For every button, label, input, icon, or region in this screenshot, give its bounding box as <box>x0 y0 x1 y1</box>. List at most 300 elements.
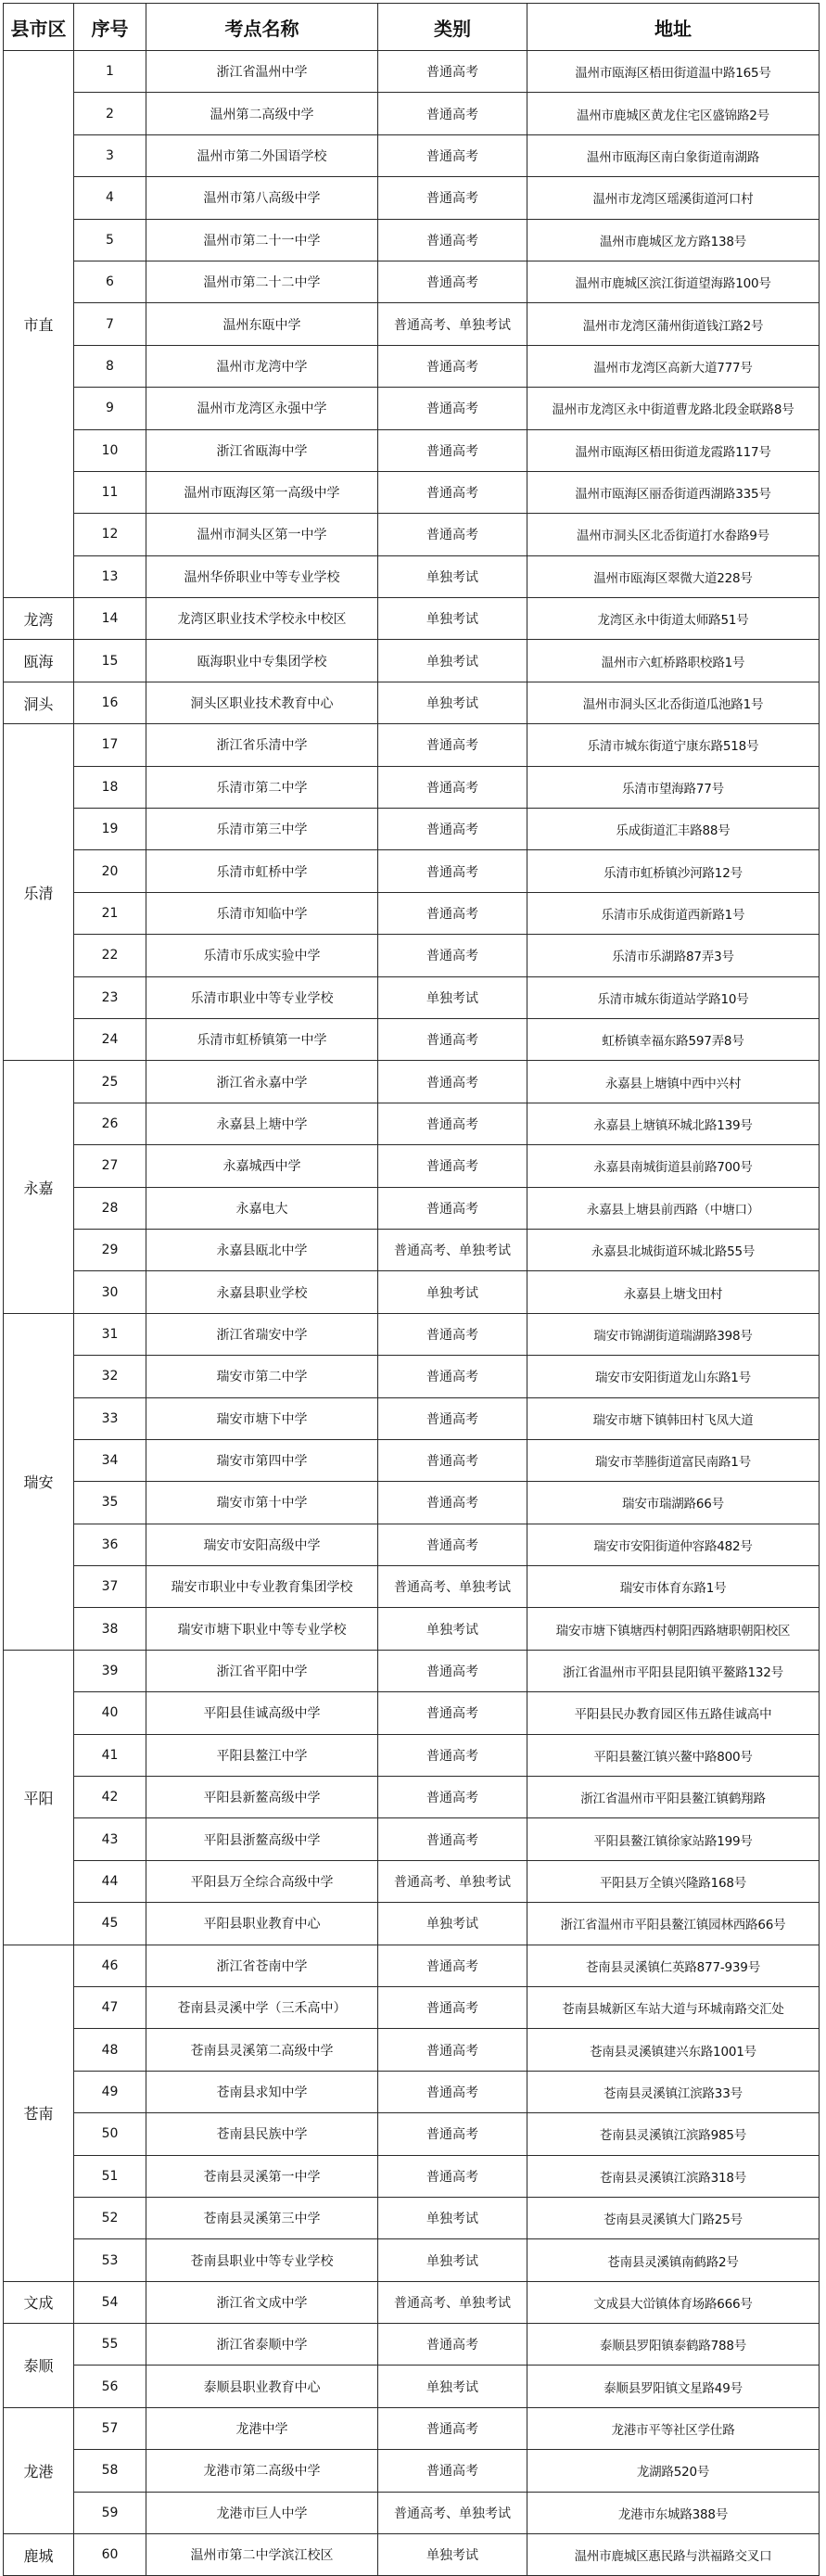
site-name-cell: 乐清市知临中学 <box>146 892 378 934</box>
site-name-cell: 乐清市虹桥镇第一中学 <box>146 1018 378 1060</box>
number-cell: 30 <box>74 1271 146 1313</box>
table-row <box>4 261 820 302</box>
address-cell: 泰顺县罗阳镇泰鹤路788号 <box>527 2324 820 2366</box>
site-name-cell: 温州华侨职业中等专业学校 <box>146 555 378 597</box>
site-name-cell: 平阳县职业教育中心 <box>146 1903 378 1945</box>
table-row <box>4 1439 820 1481</box>
category-cell: 普通高考 <box>378 2071 527 2112</box>
address-cell: 瑞安市莘塍街道富民南路1号 <box>527 1439 820 1481</box>
category-cell: 普通高考 <box>378 345 527 387</box>
category-cell: 普通高考 <box>378 1439 527 1481</box>
site-name-cell: 浙江省瓯海中学 <box>146 429 378 471</box>
table-row <box>4 682 820 723</box>
category-cell: 普通高考 <box>378 51 527 93</box>
site-name-cell: 平阳县万全综合高级中学 <box>146 1860 378 1902</box>
table-row <box>4 1229 820 1270</box>
category-cell: 单独考试 <box>378 2239 527 2281</box>
address-cell: 温州市瓯海区梧田街道龙霞路117号 <box>527 429 820 471</box>
category-cell: 普通高考 <box>378 1734 527 1776</box>
category-cell: 普通高考、单独考试 <box>378 1860 527 1902</box>
site-name-cell: 浙江省永嘉中学 <box>146 1061 378 1103</box>
table-row <box>4 2029 820 2071</box>
address-cell: 瑞安市塘下镇韩田村飞凤大道 <box>527 1397 820 1439</box>
table-row <box>4 2239 820 2281</box>
category-cell: 普通高考 <box>378 809 527 850</box>
number-cell: 57 <box>74 2407 146 2449</box>
table-row <box>4 1566 820 1608</box>
category-cell: 普通高考 <box>378 2407 527 2449</box>
number-cell: 8 <box>74 345 146 387</box>
category-cell: 普通高考 <box>378 850 527 892</box>
category-cell: 普通高考 <box>378 1313 527 1355</box>
county-cell: 泰顺 <box>4 2324 74 2408</box>
address-cell: 龙港市东城路388号 <box>527 2492 820 2533</box>
site-name-cell: 瓯海职业中专集团学校 <box>146 640 378 682</box>
table-row <box>4 1734 820 1776</box>
table-row <box>4 2155 820 2197</box>
category-cell: 单独考试 <box>378 682 527 723</box>
category-cell: 普通高考、单独考试 <box>378 2492 527 2533</box>
county-cell: 苍南 <box>4 1945 74 2281</box>
address-cell: 苍南县灵溪镇江滨路318号 <box>527 2155 820 2197</box>
number-cell: 19 <box>74 809 146 850</box>
address-cell: 瑞安市瑞湖路66号 <box>527 1482 820 1524</box>
category-cell: 单独考试 <box>378 1271 527 1313</box>
table-row <box>4 2197 820 2238</box>
table-row <box>4 724 820 766</box>
site-name-cell: 永嘉城西中学 <box>146 1145 378 1187</box>
table-row <box>4 1397 820 1439</box>
address-cell: 平阳县万全镇兴隆路168号 <box>527 1860 820 1902</box>
site-name-cell: 温州市龙湾中学 <box>146 345 378 387</box>
category-cell: 普通高考 <box>378 1650 527 1691</box>
number-cell: 49 <box>74 2071 146 2112</box>
category-cell: 普通高考、单独考试 <box>378 1566 527 1608</box>
site-name-cell: 浙江省苍南中学 <box>146 1945 378 1986</box>
site-name-cell: 瑞安市塘下职业中等专业学校 <box>146 1608 378 1650</box>
number-cell: 25 <box>74 1061 146 1103</box>
site-name-cell: 永嘉县上塘中学 <box>146 1103 378 1144</box>
site-name-cell: 苍南县灵溪第一中学 <box>146 2155 378 2197</box>
site-name-cell: 苍南县灵溪第三中学 <box>146 2197 378 2238</box>
site-name-cell: 乐清市职业中等专业学校 <box>146 976 378 1018</box>
address-cell: 温州市洞头区北岙街道打水畚路9号 <box>527 514 820 555</box>
address-cell: 平阳县鳌江镇兴鳌中路800号 <box>527 1734 820 1776</box>
site-name-cell: 永嘉县职业学校 <box>146 1271 378 1313</box>
site-name-cell: 温州市第二中学滨江校区 <box>146 2534 378 2576</box>
address-cell: 温州市鹿城区惠民路与洪福路交叉口 <box>527 2534 820 2576</box>
table-row <box>4 514 820 555</box>
address-cell: 龙湾区永中街道太师路51号 <box>527 598 820 640</box>
number-cell: 34 <box>74 1439 146 1481</box>
category-cell: 普通高考 <box>378 1777 527 1818</box>
address-cell: 温州市龙湾区蒲州街道钱江路2号 <box>527 303 820 345</box>
site-name-cell: 温州市第二外国语学校 <box>146 134 378 176</box>
table-row <box>4 429 820 471</box>
county-cell: 瑞安 <box>4 1313 74 1650</box>
county-cell: 龙湾 <box>4 598 74 640</box>
number-cell: 60 <box>74 2534 146 2576</box>
number-cell: 56 <box>74 2366 146 2407</box>
table-row <box>4 809 820 850</box>
table-row <box>4 2071 820 2112</box>
number-cell: 44 <box>74 1860 146 1902</box>
address-cell: 温州市龙湾区瑶溪街道河口村 <box>527 177 820 219</box>
site-name-cell: 乐清市第三中学 <box>146 809 378 850</box>
site-name-cell: 瑞安市第四中学 <box>146 1439 378 1481</box>
address-cell: 乐清市望海路77号 <box>527 766 820 808</box>
number-cell: 46 <box>74 1945 146 1986</box>
category-cell: 普通高考 <box>378 2450 527 2492</box>
category-cell: 普通高考 <box>378 1818 527 1860</box>
number-cell: 6 <box>74 261 146 302</box>
site-name-cell: 浙江省文成中学 <box>146 2281 378 2323</box>
category-cell: 单独考试 <box>378 1903 527 1945</box>
table-row <box>4 1018 820 1060</box>
category-cell: 普通高考、单独考试 <box>378 1229 527 1270</box>
address-cell: 温州市瓯海区翠微大道228号 <box>527 555 820 597</box>
table-row <box>4 850 820 892</box>
county-cell: 鹿城 <box>4 2534 74 2576</box>
category-cell: 普通高考 <box>378 1692 527 1734</box>
table-row <box>4 892 820 934</box>
category-cell: 普通高考 <box>378 1397 527 1439</box>
table-row <box>4 1986 820 2028</box>
site-name-cell: 平阳县浙鳌高级中学 <box>146 1818 378 1860</box>
site-name-cell: 苍南县民族中学 <box>146 2113 378 2155</box>
address-cell: 永嘉县上塘镇环城北路139号 <box>527 1103 820 1144</box>
table-row <box>4 1356 820 1397</box>
category-cell: 普通高考 <box>378 177 527 219</box>
address-cell: 瑞安市塘下镇塘西村朝阳西路塘职朝阳校区 <box>527 1608 820 1650</box>
table-row <box>4 219 820 261</box>
number-cell: 55 <box>74 2324 146 2366</box>
address-cell: 浙江省温州市平阳县昆阳镇平鳌路132号 <box>527 1650 820 1691</box>
number-cell: 45 <box>74 1903 146 1945</box>
site-name-cell: 温州市瓯海区第一高级中学 <box>146 471 378 513</box>
number-cell: 26 <box>74 1103 146 1144</box>
number-cell: 20 <box>74 850 146 892</box>
site-name-cell: 瑞安市安阳高级中学 <box>146 1524 378 1565</box>
address-cell: 龙港市平等社区学仕路 <box>527 2407 820 2449</box>
site-name-cell: 龙港市第二高级中学 <box>146 2450 378 2492</box>
table-row <box>4 1187 820 1229</box>
category-cell: 普通高考 <box>378 2029 527 2071</box>
table-row <box>4 935 820 976</box>
number-cell: 1 <box>74 51 146 93</box>
address-cell: 苍南县灵溪镇建兴东路1001号 <box>527 2029 820 2071</box>
address-cell: 乐清市城东街道宁康东路518号 <box>527 724 820 766</box>
category-cell: 普通高考 <box>378 1356 527 1397</box>
header-row <box>4 4 820 51</box>
site-name-cell: 永嘉县瓯北中学 <box>146 1229 378 1270</box>
table-row <box>4 345 820 387</box>
site-name-cell: 浙江省温州中学 <box>146 51 378 93</box>
site-name-cell: 平阳县新鳌高级中学 <box>146 1777 378 1818</box>
address-cell: 温州市六虹桥路职校路1号 <box>527 640 820 682</box>
address-cell: 平阳县民办教育园区伟五路佳诚高中 <box>527 1692 820 1734</box>
category-cell: 普通高考、单独考试 <box>378 2281 527 2323</box>
number-cell: 22 <box>74 935 146 976</box>
site-name-cell: 温州市第二十二中学 <box>146 261 378 302</box>
address-cell: 泰顺县罗阳镇文星路49号 <box>527 2366 820 2407</box>
address-cell: 温州市鹿城区龙方路138号 <box>527 219 820 261</box>
site-name-cell: 泰顺县职业教育中心 <box>146 2366 378 2407</box>
table-row <box>4 134 820 176</box>
exam-site-table <box>3 3 820 2576</box>
address-cell: 苍南县灵溪镇仁英路877-939号 <box>527 1945 820 1986</box>
category-cell: 普通高考 <box>378 1482 527 1524</box>
number-cell: 37 <box>74 1566 146 1608</box>
number-cell: 14 <box>74 598 146 640</box>
address-cell: 温州市瓯海区梧田街道温中路165号 <box>527 51 820 93</box>
site-name-cell: 温州市龙湾区永强中学 <box>146 388 378 429</box>
category-cell: 单独考试 <box>378 598 527 640</box>
county-cell: 平阳 <box>4 1650 74 1945</box>
address-cell: 浙江省温州市平阳县鳌江镇鹤翔路 <box>527 1777 820 1818</box>
category-cell: 普通高考、单独考试 <box>378 303 527 345</box>
category-cell: 单独考试 <box>378 555 527 597</box>
category-cell: 普通高考 <box>378 2113 527 2155</box>
address-cell: 平阳县鳌江镇徐家站路199号 <box>527 1818 820 1860</box>
number-cell: 36 <box>74 1524 146 1565</box>
table-row <box>4 303 820 345</box>
exam-site-table-wrapper <box>3 3 820 2576</box>
table-row <box>4 2407 820 2449</box>
address-cell: 乐清市乐湖路87弄3号 <box>527 935 820 976</box>
number-cell: 11 <box>74 471 146 513</box>
site-name-cell: 龙港中学 <box>146 2407 378 2449</box>
table-row <box>4 1860 820 1902</box>
county-cell: 瓯海 <box>4 640 74 682</box>
address-cell: 温州市洞头区北岙街道瓜池路1号 <box>527 682 820 723</box>
number-cell: 3 <box>74 134 146 176</box>
number-cell: 52 <box>74 2197 146 2238</box>
table-row <box>4 2534 820 2576</box>
number-cell: 50 <box>74 2113 146 2155</box>
table-row <box>4 2450 820 2492</box>
number-cell: 23 <box>74 976 146 1018</box>
category-cell: 普通高考 <box>378 1018 527 1060</box>
number-cell: 27 <box>74 1145 146 1187</box>
address-cell: 永嘉县上塘县前西路（中塘口） <box>527 1187 820 1229</box>
table-row <box>4 1945 820 1986</box>
category-cell: 普通高考 <box>378 1103 527 1144</box>
category-cell: 普通高考 <box>378 1187 527 1229</box>
number-cell: 13 <box>74 555 146 597</box>
category-cell: 普通高考 <box>378 766 527 808</box>
category-cell: 普通高考 <box>378 1945 527 1986</box>
address-cell: 温州市鹿城区黄龙住宅区盛锦路2号 <box>527 93 820 134</box>
number-cell: 59 <box>74 2492 146 2533</box>
category-cell: 普通高考 <box>378 892 527 934</box>
site-name-cell: 瑞安市第二中学 <box>146 1356 378 1397</box>
table-row <box>4 555 820 597</box>
site-name-cell: 乐清市虹桥中学 <box>146 850 378 892</box>
category-cell: 普通高考 <box>378 1061 527 1103</box>
category-cell: 普通高考 <box>378 2324 527 2366</box>
number-cell: 18 <box>74 766 146 808</box>
number-cell: 10 <box>74 429 146 471</box>
address-cell: 文成县大峃镇体育场路666号 <box>527 2281 820 2323</box>
site-name-cell: 永嘉电大 <box>146 1187 378 1229</box>
number-cell: 40 <box>74 1692 146 1734</box>
table-row <box>4 1903 820 1945</box>
address-cell: 瑞安市安阳街道龙山东路1号 <box>527 1356 820 1397</box>
site-name-cell: 洞头区职业技术教育中心 <box>146 682 378 723</box>
category-cell: 单独考试 <box>378 2197 527 2238</box>
address-cell: 苍南县城新区车站大道与环城南路交汇处 <box>527 1986 820 2028</box>
site-name-cell: 龙湾区职业技术学校永中校区 <box>146 598 378 640</box>
table-row <box>4 2281 820 2323</box>
site-name-cell: 瑞安市职业中专业教育集团学校 <box>146 1566 378 1608</box>
address-cell: 乐清市城东街道站学路10号 <box>527 976 820 1018</box>
table-row <box>4 1145 820 1187</box>
table-row <box>4 2324 820 2366</box>
number-cell: 2 <box>74 93 146 134</box>
table-row <box>4 2113 820 2155</box>
site-name-cell: 瑞安市塘下中学 <box>146 1397 378 1439</box>
category-cell: 单独考试 <box>378 1608 527 1650</box>
category-cell: 普通高考 <box>378 219 527 261</box>
address-cell: 温州市鹿城区滨江街道望海路100号 <box>527 261 820 302</box>
table-row <box>4 598 820 640</box>
table-row <box>4 1271 820 1313</box>
category-cell: 普通高考 <box>378 2155 527 2197</box>
header-county: 县市区 <box>4 4 74 51</box>
number-cell: 54 <box>74 2281 146 2323</box>
county-cell: 永嘉 <box>4 1061 74 1313</box>
category-cell: 普通高考 <box>378 1986 527 2028</box>
address-cell: 苍南县灵溪镇南鹤路2号 <box>527 2239 820 2281</box>
site-name-cell: 苍南县灵溪中学（三禾高中） <box>146 1986 378 2028</box>
county-cell: 龙港 <box>4 2407 74 2533</box>
number-cell: 33 <box>74 1397 146 1439</box>
header-number: 序号 <box>74 4 146 51</box>
number-cell: 32 <box>74 1356 146 1397</box>
county-cell: 文成 <box>4 2281 74 2323</box>
address-cell: 乐清市乐成街道西新路1号 <box>527 892 820 934</box>
address-cell: 温州市瓯海区丽岙街道西湖路335号 <box>527 471 820 513</box>
number-cell: 47 <box>74 1986 146 2028</box>
site-name-cell: 乐清市第二中学 <box>146 766 378 808</box>
address-cell: 龙湖路520号 <box>527 2450 820 2492</box>
category-cell: 单独考试 <box>378 640 527 682</box>
address-cell: 瑞安市锦湖街道瑞湖路398号 <box>527 1313 820 1355</box>
site-name-cell: 温州市第八高级中学 <box>146 177 378 219</box>
table-row <box>4 1650 820 1691</box>
category-cell: 普通高考 <box>378 1524 527 1565</box>
category-cell: 普通高考 <box>378 514 527 555</box>
address-cell: 永嘉县上塘戈田村 <box>527 1271 820 1313</box>
number-cell: 4 <box>74 177 146 219</box>
address-cell: 苍南县灵溪镇江滨路33号 <box>527 2071 820 2112</box>
number-cell: 16 <box>74 682 146 723</box>
table-row <box>4 93 820 134</box>
address-cell: 温州市龙湾区高新大道777号 <box>527 345 820 387</box>
address-cell: 瑞安市体育东路1号 <box>527 1566 820 1608</box>
site-name-cell: 浙江省泰顺中学 <box>146 2324 378 2366</box>
number-cell: 31 <box>74 1313 146 1355</box>
county-cell: 洞头 <box>4 682 74 723</box>
table-row <box>4 1608 820 1650</box>
number-cell: 43 <box>74 1818 146 1860</box>
address-cell: 苍南县灵溪镇大门路25号 <box>527 2197 820 2238</box>
number-cell: 42 <box>74 1777 146 1818</box>
number-cell: 29 <box>74 1229 146 1270</box>
table-body <box>4 51 820 2576</box>
table-row <box>4 640 820 682</box>
category-cell: 单独考试 <box>378 2366 527 2407</box>
site-name-cell: 苍南县求知中学 <box>146 2071 378 2112</box>
table-row <box>4 766 820 808</box>
site-name-cell: 苍南县职业中等专业学校 <box>146 2239 378 2281</box>
number-cell: 9 <box>74 388 146 429</box>
address-cell: 永嘉县上塘镇中西中兴村 <box>527 1061 820 1103</box>
site-name-cell: 瑞安市第十中学 <box>146 1482 378 1524</box>
number-cell: 51 <box>74 2155 146 2197</box>
table-row <box>4 976 820 1018</box>
header-address: 地址 <box>527 4 820 51</box>
site-name-cell: 温州市第二十一中学 <box>146 219 378 261</box>
number-cell: 17 <box>74 724 146 766</box>
site-name-cell: 乐清市乐成实验中学 <box>146 935 378 976</box>
category-cell: 普通高考 <box>378 935 527 976</box>
table-row <box>4 2492 820 2533</box>
site-name-cell: 龙港市巨人中学 <box>146 2492 378 2533</box>
number-cell: 12 <box>74 514 146 555</box>
table-row <box>4 177 820 219</box>
table-row <box>4 1777 820 1818</box>
site-name-cell: 浙江省瑞安中学 <box>146 1313 378 1355</box>
site-name-cell: 浙江省平阳中学 <box>146 1650 378 1691</box>
table-row <box>4 388 820 429</box>
address-cell: 瑞安市安阳街道仲容路482号 <box>527 1524 820 1565</box>
address-cell: 乐成街道汇丰路88号 <box>527 809 820 850</box>
category-cell: 单独考试 <box>378 976 527 1018</box>
address-cell: 永嘉县南城街道县前路700号 <box>527 1145 820 1187</box>
table-row <box>4 471 820 513</box>
category-cell: 普通高考 <box>378 134 527 176</box>
address-cell: 温州市龙湾区永中街道曹龙路北段金联路8号 <box>527 388 820 429</box>
category-cell: 普通高考 <box>378 388 527 429</box>
category-cell: 普通高考 <box>378 429 527 471</box>
table-row <box>4 1061 820 1103</box>
category-cell: 普通高考 <box>378 471 527 513</box>
number-cell: 38 <box>74 1608 146 1650</box>
number-cell: 58 <box>74 2450 146 2492</box>
address-cell: 乐清市虹桥镇沙河路12号 <box>527 850 820 892</box>
table-row <box>4 1482 820 1524</box>
site-name-cell: 苍南县灵溪第二高级中学 <box>146 2029 378 2071</box>
header-category: 类别 <box>378 4 527 51</box>
table-row <box>4 1692 820 1734</box>
address-cell: 虹桥镇幸福东路597弄8号 <box>527 1018 820 1060</box>
number-cell: 24 <box>74 1018 146 1060</box>
site-name-cell: 平阳县鳌江中学 <box>146 1734 378 1776</box>
site-name-cell: 温州东瓯中学 <box>146 303 378 345</box>
number-cell: 28 <box>74 1187 146 1229</box>
site-name-cell: 温州第二高级中学 <box>146 93 378 134</box>
address-cell: 永嘉县北城街道环城北路55号 <box>527 1229 820 1270</box>
number-cell: 21 <box>74 892 146 934</box>
category-cell: 普通高考 <box>378 261 527 302</box>
category-cell: 普通高考 <box>378 93 527 134</box>
table-row <box>4 1524 820 1565</box>
site-name-cell: 温州市洞头区第一中学 <box>146 514 378 555</box>
table-row <box>4 1103 820 1144</box>
category-cell: 普通高考 <box>378 1145 527 1187</box>
